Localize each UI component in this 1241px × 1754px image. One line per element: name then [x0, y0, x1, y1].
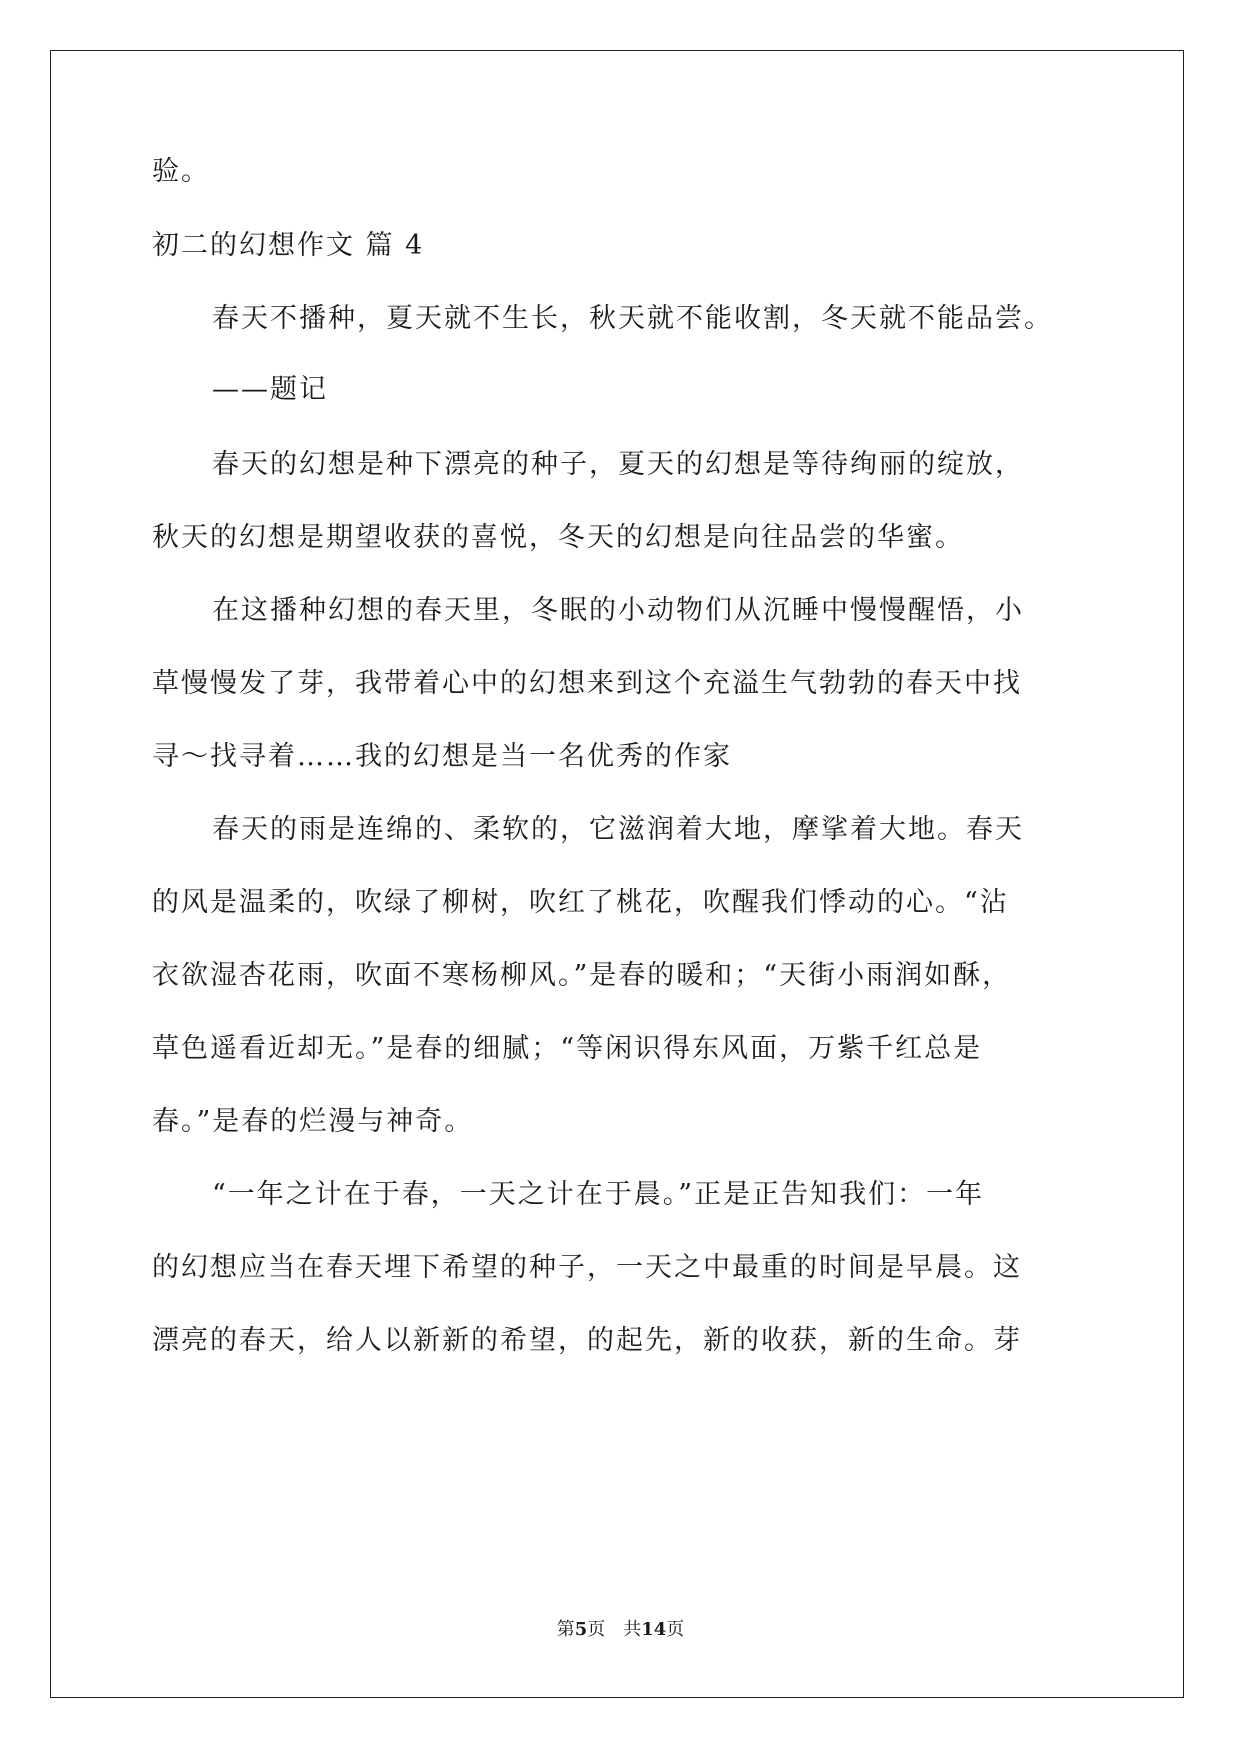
page-border	[50, 50, 1184, 1698]
paragraph-line: 的幻想应当在春天埋下希望的种子，一天之中最重的时间是早晨。这	[152, 1252, 1022, 1283]
paragraph-line: 春天的雨是连绵的、柔软的，它滋润着大地，摩挲着大地。春天	[212, 814, 1024, 845]
epigraph-attribution: ——题记	[212, 374, 328, 405]
paragraph-line: 的风是温柔的，吹绿了柳树，吹红了桃花，吹醒我们悸动的心。“沾	[152, 887, 1009, 918]
paragraph-line: 草慢慢发了芽，我带着心中的幻想来到这个充溢生气勃勃的春天中找	[152, 668, 1022, 699]
paragraph-line: 在这播种幻想的春天里，冬眠的小动物们从沉睡中慢慢醒悟，小	[212, 595, 1024, 626]
page-number: 5	[574, 1619, 588, 1640]
paragraph-line: 秋天的幻想是期望收获的喜悦，冬天的幻想是向往品尝的华蜜。	[152, 522, 964, 553]
paragraph-line: 漂亮的春天，给人以新新的希望，的起先，新的收获，新的生命。芽	[152, 1325, 1022, 1356]
total-suffix: 页	[666, 1619, 685, 1640]
paragraph-line: 寻～找寻着……我的幻想是当一名优秀的作家	[152, 741, 732, 772]
paragraph-line: 春。”是春的烂漫与神奇。	[152, 1106, 474, 1137]
total-pages: 14	[641, 1619, 667, 1640]
paragraph-line: 春天不播种，夏天就不生长，秋天就不能收割，冬天就不能品尝。	[212, 303, 1053, 334]
paragraph-line: 草色遥看近却无。”是春的细腻；“等闲识得东风面，万紫千红总是	[152, 1033, 983, 1064]
page-footer	[0, 1619, 1241, 1641]
paragraph-line: 衣欲湿杏花雨，吹面不寒杨柳风。”是春的暖和；“天街小雨润如酥，	[152, 960, 1012, 991]
paragraph-line: “一年之计在于春，一天之计在于晨。”正是正告知我们：一年	[212, 1179, 985, 1210]
page-suffix: 页	[587, 1619, 606, 1640]
paragraph-line: 春天的幻想是种下漂亮的种子，夏天的幻想是等待绚丽的绽放，	[212, 449, 1024, 480]
total-prefix: 共	[623, 1619, 642, 1640]
section-title: 初二的幻想作文 篇 4	[152, 230, 425, 261]
page-prefix: 第	[556, 1619, 575, 1640]
paragraph-line: 验。	[152, 156, 210, 187]
